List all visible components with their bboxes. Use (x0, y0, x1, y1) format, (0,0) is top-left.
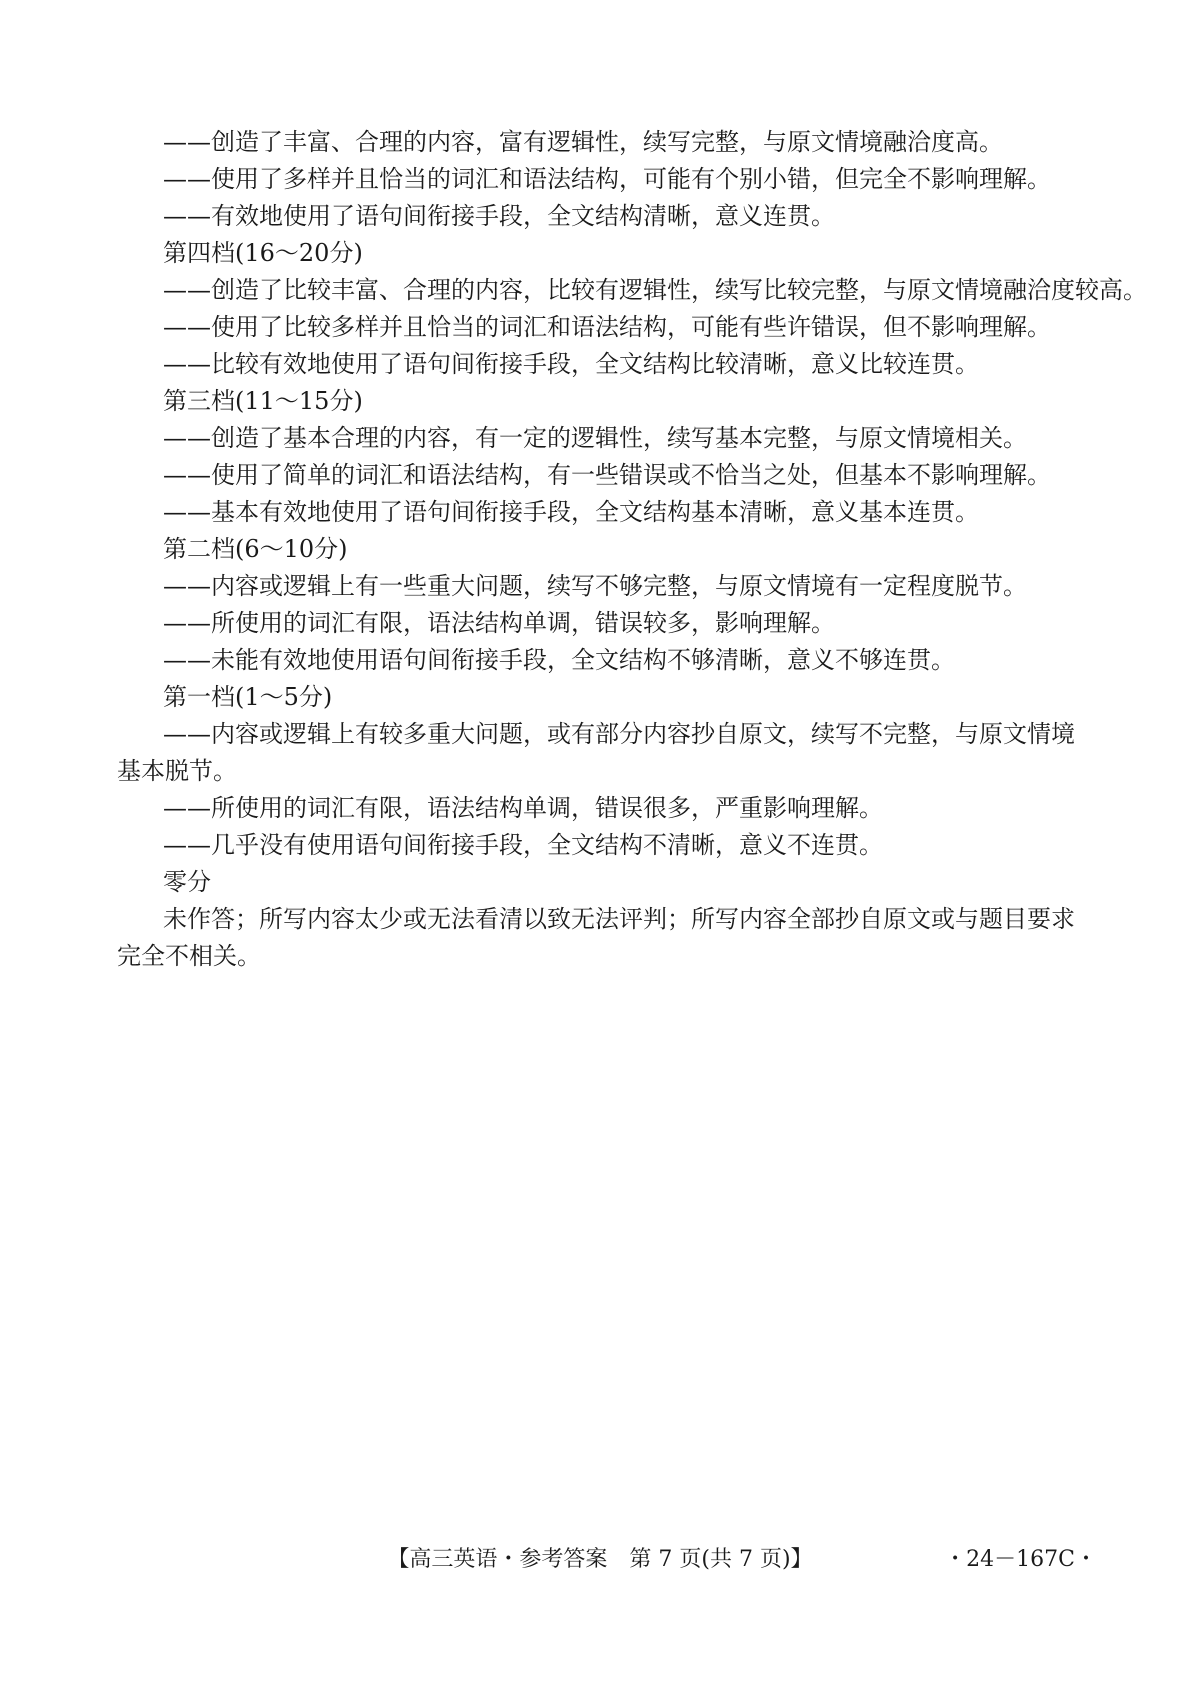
criterion-line: ——使用了比较多样并且恰当的词汇和语法结构，可能有些许错误，但不影响理解。 (163, 313, 1051, 341)
criterion-line: ——所使用的词汇有限，语法结构单调，错误较多，影响理解。 (163, 609, 835, 637)
grade-band-heading: 第四档(16～20分) (163, 239, 363, 267)
criterion-line: ——基本有效地使用了语句间衔接手段，全文结构基本清晰，意义基本连贯。 (163, 498, 979, 526)
criterion-line: ——未能有效地使用语句间衔接手段，全文结构不够清晰，意义不够连贯。 (163, 646, 955, 674)
criterion-line: ——使用了简单的词汇和语法结构，有一些错误或不恰当之处，但基本不影响理解。 (163, 461, 1051, 489)
zero-score-description: 未作答；所写内容太少或无法看清以致无法评判；所写内容全部抄自原文或与题目要求完全不相关。 (117, 905, 1075, 970)
criterion-line: ——内容或逻辑上有较多重大问题，或有部分内容抄自原文，续写不完整，与原文情境基本脱节。 (117, 720, 1075, 785)
criterion-line: ——创造了丰富、合理的内容，富有逻辑性，续写完整，与原文情境融洽度高。 (163, 128, 1003, 156)
criterion-line: ——所使用的词汇有限，语法结构单调，错误很多，严重影响理解。 (163, 794, 883, 822)
criterion-line: ——创造了比较丰富、合理的内容，比较有逻辑性，续写比较完整，与原文情境融洽度较高。 (163, 276, 1147, 304)
grade-band-heading: 零分 (163, 868, 211, 896)
page-footer: 【高三英语・参考答案 第 7 页(共 7 页)】 (387, 1547, 813, 1572)
document-body (117, 124, 1147, 975)
criterion-line: ——使用了多样并且恰当的词汇和语法结构，可能有个别小错，但完全不影响理解。 (163, 165, 1051, 193)
grade-band-heading: 第一档(1～5分) (163, 683, 333, 711)
grade-band-heading: 第二档(6～10分) (163, 535, 348, 563)
criterion-line: ——创造了基本合理的内容，有一定的逻辑性，续写基本完整，与原文情境相关。 (163, 424, 1027, 452)
criterion-line: ——几乎没有使用语句间衔接手段，全文结构不清晰，意义不连贯。 (163, 831, 883, 859)
document-code: ・24－167C・ (944, 1547, 1097, 1572)
criterion-line: ——内容或逻辑上有一些重大问题，续写不够完整，与原文情境有一定程度脱节。 (163, 572, 1027, 600)
grade-band-heading: 第三档(11～15分) (163, 387, 363, 415)
criterion-line: ——比较有效地使用了语句间衔接手段，全文结构比较清晰，意义比较连贯。 (163, 350, 979, 378)
criterion-line: ——有效地使用了语句间衔接手段，全文结构清晰，意义连贯。 (163, 202, 835, 230)
